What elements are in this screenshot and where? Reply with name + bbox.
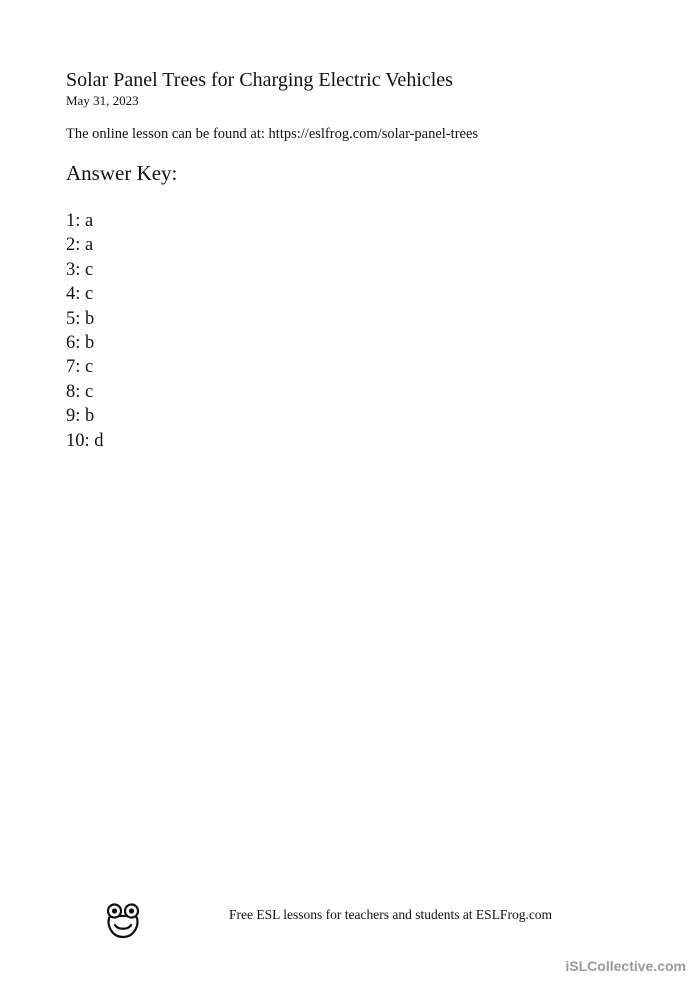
answer-list: [66, 209, 104, 453]
answer-item: 10: d: [66, 430, 104, 451]
lesson-link-line: The online lesson can be found at: https://eslfrog.com/solar-panel-trees: [66, 126, 479, 142]
answer-item: 8: c: [66, 381, 94, 402]
answer-item: 1: a: [66, 211, 94, 231]
answer-item: 4: c: [66, 284, 94, 305]
answer-item: 3: c: [66, 259, 94, 280]
watermark: iSLCollective.com: [565, 958, 686, 974]
answer-key-heading: Answer Key:: [66, 161, 178, 185]
answer-item: 5: b: [66, 308, 95, 329]
answer-item: 9: b: [66, 406, 95, 427]
answer-item: 7: c: [66, 357, 94, 378]
footer-text: Free ESL lessons for teachers and students at ESLFrog.com: [229, 907, 553, 922]
frog-icon: [103, 902, 143, 940]
document-title: Solar Panel Trees for Charging Electric Vehicles: [66, 69, 453, 91]
answer-item: 6: b: [66, 333, 95, 354]
answer-item: 2: a: [66, 235, 94, 256]
document-date: May 31, 2023: [66, 93, 139, 108]
